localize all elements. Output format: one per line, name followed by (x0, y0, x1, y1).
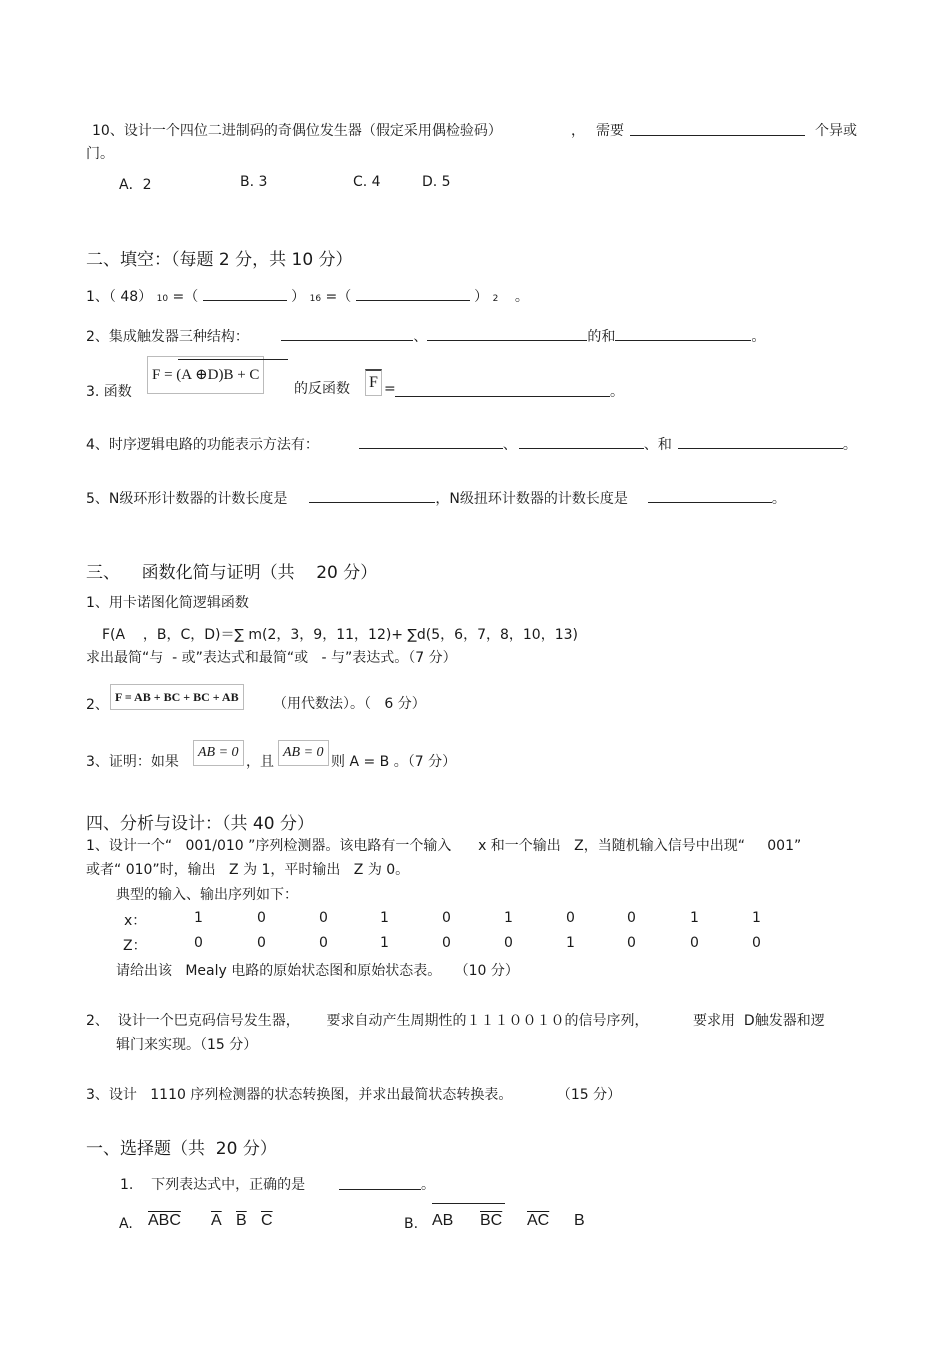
s1q1-text: 1. 下列表达式中，正确的是 (120, 1177, 306, 1193)
s4q1-line3: 典型的输入、输出序列如下： (116, 887, 298, 903)
z-value: 0 (442, 935, 451, 951)
s3q1-line3: 求出最简“与 - 或”表达式和最简“或 - 与”表达式。（7 分） (86, 650, 457, 666)
z-value: 0 (257, 935, 266, 951)
x-value: 0 (566, 910, 575, 926)
fill2-a: 2、集成触发器三种结构： (86, 329, 249, 345)
q10-line1 (92, 120, 502, 140)
fill1-d: =（ (325, 289, 352, 305)
s4q1-line4: 请给出该 Mealy 电路的原始状态图和原始状态表。 （10 分） (116, 963, 519, 979)
s3q3-c: 则 A = B 。（7 分） (331, 754, 457, 770)
fill1-sub2: 16 (309, 294, 322, 304)
s4q1-line2: 或者“ 010”时，输出 Z 为 1，平时输出 Z 为 0。 (86, 862, 410, 878)
s4q2-line1: 2、 设计一个巴克码信号发生器， 要求自动产生周期性的１１１００１０的信号序列， 要求用 D触发器和逻 (86, 1013, 825, 1029)
fill-item-5 (86, 488, 786, 508)
s3q2-formula: F = AB + BC + BC + AB (115, 690, 239, 704)
option-b-term2: $\overline{BC}$ (480, 1212, 503, 1229)
x-value: 1 (380, 910, 389, 926)
function-formula: F = (A ⊕D)B + C (152, 367, 260, 383)
s3q3-b: ，且 (246, 754, 274, 770)
s3q2-formula-image (110, 684, 244, 710)
x-value: 1 (752, 910, 761, 926)
z-value: 1 (566, 935, 575, 951)
s3q3-formula2-image (278, 740, 329, 766)
section2-title: 二、填空：（每题 2 分，共 10 分） (86, 250, 353, 270)
x-value: 1 (504, 910, 513, 926)
q10-line2: 门。 (86, 146, 114, 162)
fill-item-4 (86, 434, 857, 454)
s3q1-line1: 1、用卡诺图化简逻辑函数 (86, 595, 249, 611)
x-label: x： (124, 913, 147, 929)
fill5-end: 。 (771, 491, 786, 507)
q10-need: 需要 (596, 123, 624, 139)
fill1-e: ） (474, 289, 489, 305)
q10-option-b: B. 3 (240, 174, 268, 190)
function-formula-image (147, 356, 264, 394)
s3q2-b: （用代数法）。（ 6 分） (273, 696, 426, 712)
fill-item-1 (86, 286, 529, 306)
q10-text: 10、设计一个四位二进制码的奇偶位发生器（假定采用偶检验码） (92, 123, 502, 139)
formula-overbar (178, 359, 288, 360)
x-value: 1 (194, 910, 203, 926)
fill5-a: 5、N级环形计数器的计数长度是 (86, 491, 288, 507)
z-label: Z： (123, 938, 147, 954)
fill4-a: 4、时序逻辑电路的功能表示方法有： (86, 437, 319, 453)
s3q3-formula1: AB = 0 (198, 745, 239, 760)
fill2-blank3[interactable] (615, 326, 751, 341)
fill2-blank1[interactable] (281, 326, 413, 341)
s3q3-formula2: AB = 0 (283, 745, 324, 760)
s1q1-blank[interactable] (339, 1175, 421, 1190)
s3q3-a: 3、证明：如果 (86, 754, 179, 770)
q10-option-c: C. 4 (353, 174, 381, 190)
s3q3-formula1-image (193, 740, 244, 766)
option-b-term4: B (574, 1212, 585, 1229)
option-a-term4: $\overline{C}$ (261, 1212, 273, 1229)
fill1-blank1[interactable] (203, 286, 287, 301)
option-a-term3: $\overline{B}$ (236, 1212, 247, 1229)
s3q2-a: 2、 (86, 697, 109, 713)
z-value: 0 (319, 935, 328, 951)
fill5-blank1[interactable] (309, 488, 435, 503)
fill4-blank3[interactable] (678, 434, 843, 449)
fill5-blank2[interactable] (648, 488, 772, 503)
fill2-blank2[interactable] (427, 326, 587, 341)
q10-tail: 个异或 (815, 123, 857, 139)
fill1-sub3: 2 (492, 294, 499, 304)
fill3-eq: = (384, 381, 396, 397)
fill3-blank[interactable] (395, 382, 610, 397)
section1-title: 一、选择题（共 20 分） (86, 1139, 277, 1159)
fill4-end: 。 (842, 437, 857, 453)
fill2-sep1: 、 (413, 329, 428, 345)
fill2-end: 。 (751, 329, 766, 345)
s3q1-line2: F(A ，B，C，D)＝∑ m(2，3，9，11，12)+ ∑d(5，6，7，8，10，13) (102, 627, 578, 643)
option-b-term3: $\overline{AC}$ (527, 1212, 550, 1229)
option-b-label: B. (404, 1216, 419, 1232)
f-bar-symbol: F (369, 374, 378, 391)
fill4-sep2: 、和 (643, 437, 672, 453)
fill1-b: =（ (172, 289, 199, 305)
x-value: 0 (257, 910, 266, 926)
z-value: 0 (504, 935, 513, 951)
x-value: 1 (690, 910, 699, 926)
q10-blank[interactable] (630, 121, 805, 136)
fill4-sep1: 、 (502, 437, 517, 453)
fill1-a: 1、（ 48） (86, 289, 153, 305)
z-value: 1 (380, 935, 389, 951)
s4q3-line1: 3、设计 1110 序列检测器的状态转换图，并求出最简状态转换表。 （15 分） (86, 1087, 622, 1103)
q10-option-a: A．2 (119, 177, 152, 193)
x-value: 0 (442, 910, 451, 926)
fill1-f: 。 (514, 289, 529, 305)
fill1-sub1: 10 (156, 294, 169, 304)
z-value: 0 (627, 935, 636, 951)
section3-title: 三、 函数化简与证明（共 20 分） (86, 563, 378, 583)
fill-item-2 (86, 326, 765, 346)
x-value: 0 (627, 910, 636, 926)
option-b-term1: AB (432, 1212, 454, 1229)
z-value: 0 (752, 935, 761, 951)
f-bar-image (365, 369, 382, 396)
fill2-sep2: 的和 (587, 329, 616, 345)
option-a-label: A. (119, 1216, 133, 1232)
fill3-end: 。 (610, 384, 624, 400)
fill3-b: 的反函数 (294, 381, 350, 397)
s4q2-line2: 辑门来实现。（15 分） (116, 1037, 258, 1053)
z-value: 0 (690, 935, 699, 951)
fill1-blank2[interactable] (356, 286, 470, 301)
q10-option-d: D. 5 (422, 174, 451, 190)
s1q1-end: 。 (421, 1177, 435, 1193)
option-a-term1: $\overline{ABC}$ (148, 1212, 181, 1229)
s4q1-line1: 1、设计一个“ 001/010 ”序列检测器。该电路有一个输入 x 和一个输出 Z，当随机输入信号中出现“ 001” (86, 838, 802, 854)
fill3-a: 3. 函数 (86, 384, 132, 400)
fill5-b: ，N级扭环计数器的计数长度是 (435, 491, 628, 507)
option-a-term2: $\overline{A}$ (211, 1212, 222, 1229)
section4-title: 四、分析与设计：（共 40 分） (86, 814, 314, 834)
q10-comma: ， (571, 123, 585, 139)
x-value: 0 (319, 910, 328, 926)
fill4-blank1[interactable] (359, 434, 503, 449)
fill1-c: ） (291, 289, 306, 305)
option-b-long-bar (432, 1203, 505, 1204)
fill4-blank2[interactable] (519, 434, 644, 449)
z-value: 0 (194, 935, 203, 951)
